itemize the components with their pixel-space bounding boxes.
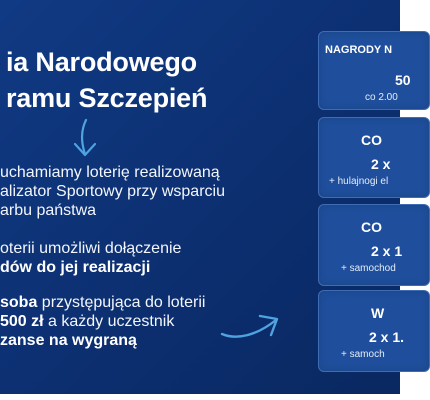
- prize-card-2-head: CO: [361, 132, 382, 148]
- prize-card-4-sub: + samoch: [341, 349, 385, 360]
- prize-card-3: [318, 204, 430, 286]
- prize-card-2-main: 2 x: [371, 156, 391, 172]
- bullet-lottery-launch: [0, 163, 225, 220]
- bullet-3-bold-2: 500 zł: [0, 313, 44, 330]
- page-title: [6, 44, 207, 116]
- bullet-partners: [0, 239, 181, 277]
- bullet-1-line-2: alizator Sportowy przy wsparciu: [0, 183, 225, 200]
- bullet-1-line-3: arbu państwa: [0, 202, 97, 219]
- prize-card-2: [318, 117, 430, 198]
- prize-card-4-head: W: [371, 305, 385, 321]
- prize-card-2-sub: + hulajnogi el: [329, 176, 389, 187]
- bullet-participants: [0, 293, 205, 350]
- prize-card-1-sub: co 2.00: [365, 92, 398, 103]
- bullet-3-bold-1: soba: [0, 294, 38, 311]
- bullet-1-line-1: uchamiamy loterię realizowaną: [0, 164, 220, 181]
- prize-card-3-main: 2 x 1: [371, 243, 403, 259]
- down-arrow-doodle-icon: [70, 118, 100, 158]
- bullet-3-text-1: przystępująca do loterii: [37, 294, 206, 311]
- bullet-2-line-2: dów do jej realizacji: [0, 259, 151, 276]
- prize-card-1-main: 50: [395, 72, 411, 88]
- prize-card-3-sub: + samochod: [341, 263, 396, 274]
- title-line-1: ia Narodowego: [6, 47, 197, 77]
- bullet-3-text-2: a każdy uczestnik: [43, 313, 175, 330]
- bullet-3-bold-3: zanse na wygraną: [0, 332, 137, 349]
- prize-card-4: [318, 290, 430, 372]
- right-swoosh-arrow-icon: [218, 308, 282, 342]
- prize-card-3-head: CO: [361, 219, 382, 235]
- prize-card-main: [318, 31, 430, 110]
- title-line-2: ramu Szczepień: [6, 83, 208, 113]
- prize-card-4-main: 2 x 1.: [369, 329, 405, 345]
- bullet-2-line-1: oterii umożliwi dołączenie: [0, 240, 182, 257]
- prize-card-1-head: NAGRODY N: [325, 44, 393, 56]
